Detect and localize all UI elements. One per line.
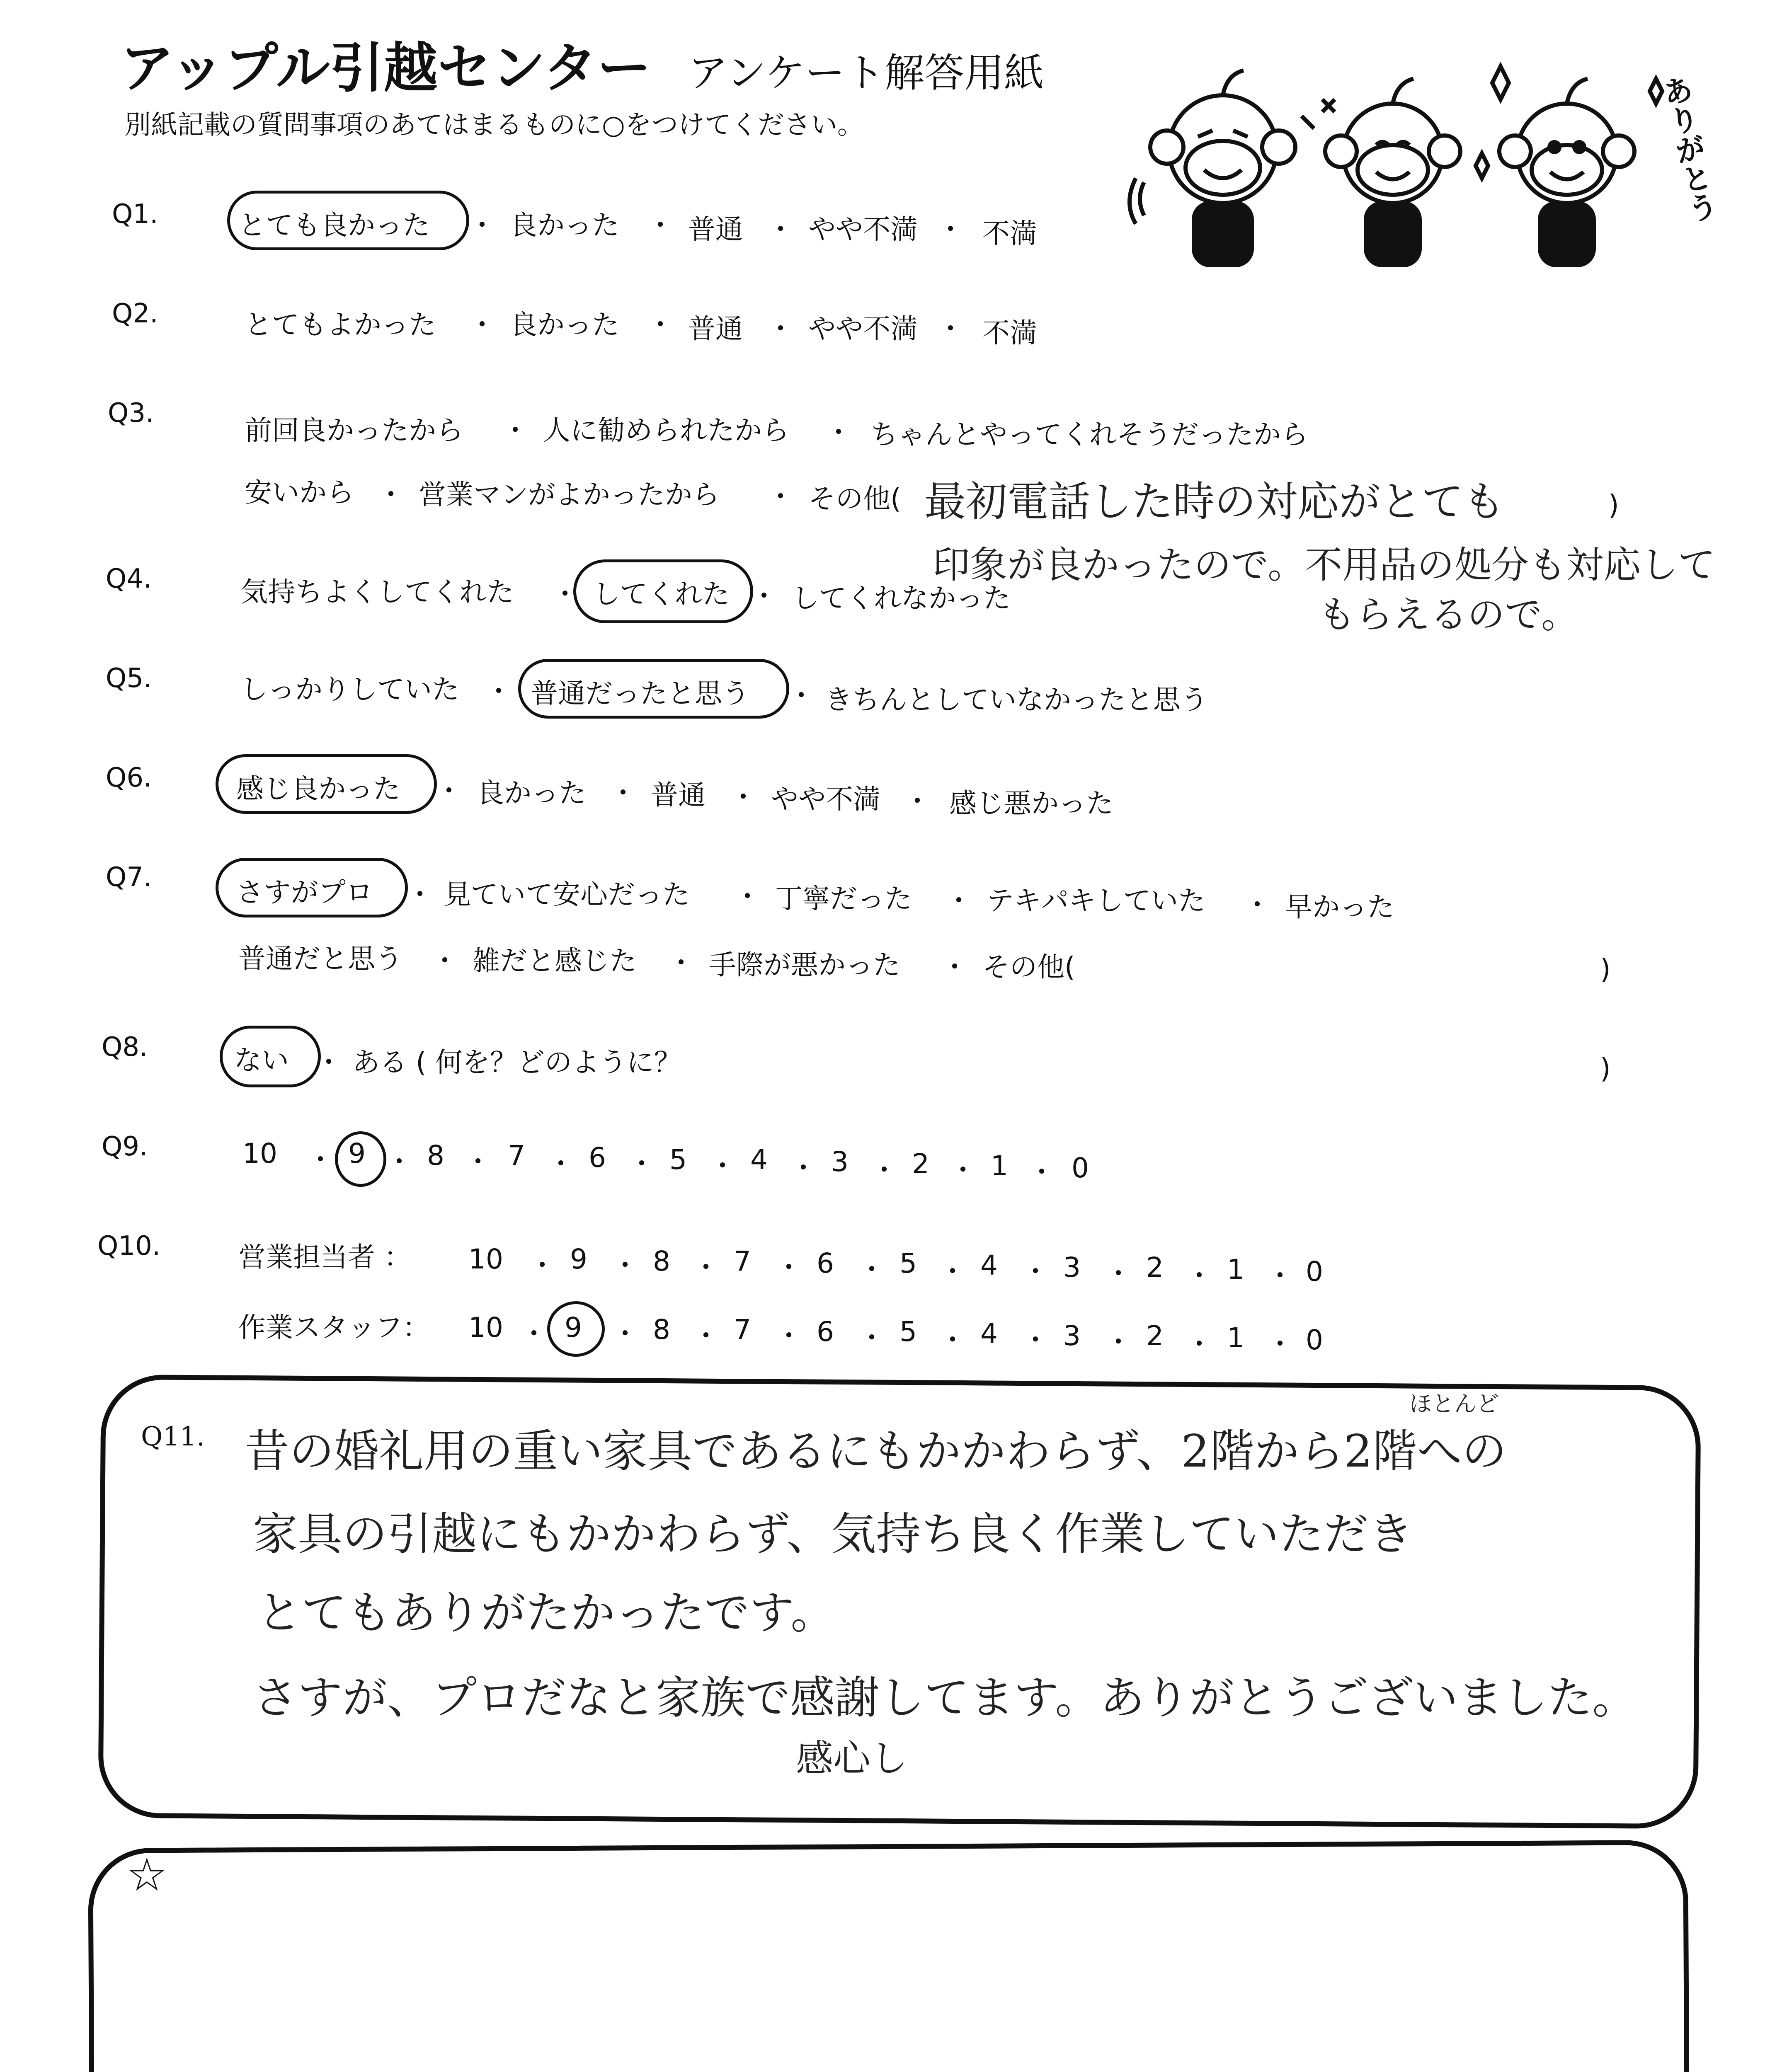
question-label: Q8. <box>102 1032 148 1063</box>
q3-option[interactable]: 前回良かったから <box>245 414 463 446</box>
q10-sales-score[interactable]: 9 <box>570 1243 587 1275</box>
q3-option[interactable]: 人に勧められたから <box>543 414 789 446</box>
separator-dot: ・ <box>945 885 972 917</box>
q10-staff-score[interactable]: 1 <box>1227 1322 1244 1354</box>
separator-dot: ・ <box>1022 1324 1049 1356</box>
separator-dot: ・ <box>937 313 964 345</box>
q10-staff-score[interactable]: 5 <box>899 1316 917 1348</box>
q5-option[interactable]: しっかりしていた <box>240 673 459 705</box>
question-label: Q10. <box>97 1231 161 1261</box>
separator-dot: ・ <box>307 1144 334 1176</box>
separator-dot: ・ <box>775 1251 803 1283</box>
separator-dot: ・ <box>529 1249 556 1281</box>
q7-option[interactable]: 普通だと思う <box>238 943 402 975</box>
close-paren: ) <box>1600 1053 1611 1084</box>
q2-option[interactable]: 普通 <box>688 313 743 345</box>
question-label: Q4. <box>106 564 152 594</box>
q7-option[interactable]: 手際が悪かった <box>709 949 900 981</box>
separator-dot: ・ <box>788 680 815 712</box>
separator-dot: ・ <box>709 1150 736 1182</box>
q10-staff-score[interactable]: 0 <box>1306 1324 1323 1356</box>
separator-dot: ・ <box>502 414 529 446</box>
question-label: Q11. <box>141 1421 205 1452</box>
q9-score[interactable]: 10 <box>242 1138 277 1169</box>
question-label: Q5. <box>106 663 152 694</box>
q10-staff-score[interactable]: 3 <box>1063 1320 1081 1352</box>
separator-dot: ・ <box>315 1046 342 1078</box>
separator-dot: ・ <box>1105 1326 1132 1358</box>
q6-option[interactable]: 感じ良かった <box>236 773 400 805</box>
separator-dot: ・ <box>767 313 794 345</box>
q9-score[interactable]: 0 <box>1072 1152 1089 1184</box>
q6-option[interactable]: 感じ悪かった <box>949 787 1113 819</box>
q2-option[interactable]: 不満 <box>982 317 1037 349</box>
q10-sales-score[interactable]: 0 <box>1306 1256 1323 1288</box>
q10-staff-score[interactable]: 4 <box>980 1318 998 1350</box>
q10-sales-score[interactable]: 10 <box>468 1243 503 1275</box>
separator-dot: ・ <box>464 1146 492 1178</box>
q4-option[interactable]: 気持ちよくしてくれた <box>240 576 514 608</box>
separator-dot: ・ <box>1105 1258 1132 1290</box>
q11-comment-line: 感心し <box>796 1737 908 1780</box>
separator-dot: ・ <box>904 785 931 817</box>
q1-option[interactable]: 良かった <box>510 209 619 241</box>
q2-option[interactable]: 良かった <box>510 309 619 341</box>
close-paren: ) <box>1600 953 1611 985</box>
question-label: Q3. <box>108 398 154 428</box>
separator-dot: ・ <box>485 675 512 707</box>
q5-option[interactable]: きちんとしていなかったと思う <box>825 684 1208 716</box>
separator-dot: ・ <box>858 1254 885 1285</box>
separator-dot: ・ <box>1186 1260 1213 1292</box>
q3-option[interactable]: ちゃんとやってくれそうだったから <box>870 419 1308 450</box>
q5-option[interactable]: 普通だったと思う <box>531 678 749 709</box>
q2-option[interactable]: とてもよかった <box>245 309 436 341</box>
q10-sales-score[interactable]: 3 <box>1063 1251 1081 1283</box>
separator-dot: ・ <box>767 481 794 513</box>
separator-dot: ・ <box>941 951 968 983</box>
separator-dot: ・ <box>647 309 674 341</box>
free-comment-box[interactable] <box>88 1840 1690 2072</box>
q10-sales-score[interactable]: 1 <box>1227 1254 1244 1285</box>
q3-other-answer: 印象が良かったので。不用品の処分も対応して <box>933 543 1716 587</box>
separator-dot: ・ <box>551 578 579 610</box>
q9-score[interactable]: 6 <box>589 1142 606 1174</box>
q3-option[interactable]: 安いから <box>245 477 354 508</box>
q6-option[interactable]: 普通 <box>651 779 706 811</box>
q10-staff-score[interactable]: 8 <box>653 1314 670 1346</box>
q10-sales-score[interactable]: 5 <box>899 1247 917 1279</box>
q9-score[interactable]: 8 <box>427 1140 444 1172</box>
star-icon: ☆ <box>126 1848 167 1901</box>
separator-dot: ・ <box>1266 1328 1294 1360</box>
separator-dot: ・ <box>611 1318 639 1350</box>
q2-option[interactable]: やや不満 <box>808 313 918 345</box>
separator-dot: ・ <box>611 1249 639 1281</box>
separator-dot: ・ <box>1244 889 1271 921</box>
mascot-illustration <box>1127 58 1708 274</box>
separator-dot: ・ <box>1266 1260 1294 1292</box>
q3-option[interactable]: 営業マンがよかったから <box>419 479 720 511</box>
q8-option[interactable]: ない <box>234 1044 289 1076</box>
form-title: アンケート解答用紙 <box>688 50 1044 96</box>
separator-dot: ・ <box>939 1324 966 1356</box>
separator-dot: ・ <box>435 775 463 807</box>
separator-dot: ・ <box>377 479 405 511</box>
q11-comment-line: とてもありがたかったです。 <box>257 1587 836 1639</box>
question-label: Q9. <box>102 1131 148 1162</box>
q6-option[interactable]: 良かった <box>477 777 586 809</box>
q7-option[interactable]: さすがプロ <box>236 876 373 908</box>
q10-sales-score[interactable]: 7 <box>734 1245 751 1277</box>
q11-comment-line: 家具の引越にもかかわらず、気持ち良く作業していただき <box>253 1508 1413 1560</box>
separator-dot: ・ <box>767 213 794 245</box>
q10-staff-score[interactable]: 7 <box>734 1314 751 1346</box>
separator-dot: ・ <box>520 1318 548 1350</box>
q3-other-answer: もらえるので。 <box>1318 593 1579 637</box>
q9-score[interactable]: 5 <box>669 1144 687 1176</box>
question-label: Q7. <box>106 862 152 893</box>
instruction-text: 別紙記載の質問事項のあてはまるものに○をつけてください。 <box>124 110 864 140</box>
question-label: Q6. <box>106 762 152 793</box>
q10-sales-score[interactable]: 2 <box>1146 1251 1164 1283</box>
separator-dot: ・ <box>1022 1256 1049 1288</box>
company-name: アップル引越センター <box>120 36 651 99</box>
q6-option[interactable]: やや不満 <box>771 783 880 815</box>
separator-dot: ・ <box>609 777 637 809</box>
q7-option-other[interactable]: その他( <box>982 951 1075 983</box>
separator-dot: ・ <box>870 1154 898 1186</box>
q1-option[interactable]: 不満 <box>982 218 1037 249</box>
q1-option[interactable]: 普通 <box>688 213 743 245</box>
q9-score[interactable]: 9 <box>348 1138 366 1169</box>
separator-dot: ・ <box>628 1148 655 1180</box>
separator-dot: ・ <box>692 1251 720 1283</box>
q7-option[interactable]: 早かった <box>1285 891 1394 923</box>
q4-option[interactable]: してくれなかった <box>792 582 1011 614</box>
q10-staff-score[interactable]: 2 <box>1146 1320 1164 1352</box>
separator-dot: ・ <box>730 781 757 813</box>
q3-option-other[interactable]: その他( <box>808 483 901 515</box>
q11-comment-line: さすが、プロだなと家族で感謝してます。ありがとうございました。 <box>253 1672 1637 1724</box>
q11-furigana: ほとんど <box>1409 1391 1499 1417</box>
q7-option[interactable]: 丁寧だった <box>775 883 912 915</box>
separator-dot: ・ <box>647 209 674 241</box>
close-paren: ) <box>1608 489 1619 521</box>
question-label: Q1. <box>112 199 158 230</box>
q1-option[interactable]: とても良かった <box>238 209 430 241</box>
q8-option[interactable]: ある ( 何を？どのように？ <box>352 1046 681 1078</box>
separator-dot: ・ <box>431 945 458 977</box>
separator-dot: ・ <box>385 1146 413 1178</box>
q4-option[interactable]: してくれた <box>593 578 730 610</box>
q10-staff-score[interactable]: 9 <box>565 1312 582 1343</box>
q9-score[interactable]: 3 <box>831 1146 849 1178</box>
separator-dot: ・ <box>949 1154 977 1186</box>
separator-dot: ・ <box>825 416 852 448</box>
q10-staff-score[interactable]: 6 <box>817 1316 834 1348</box>
q9-score[interactable]: 2 <box>912 1148 929 1180</box>
separator-dot: ・ <box>939 1256 966 1288</box>
q10-sales-score[interactable]: 8 <box>653 1245 670 1277</box>
separator-dot: ・ <box>667 947 695 979</box>
q7-option[interactable]: 雑だと感じた <box>473 945 637 977</box>
separator-dot: ・ <box>547 1148 575 1180</box>
separator-dot: ・ <box>858 1322 885 1354</box>
q10-sales-label: 営業担当者 ： <box>238 1241 411 1273</box>
q11-comment-line: 昔の婚礼用の重い家具であるにもかかわらず、2階から2階への <box>245 1426 1507 1477</box>
separator-dot: ・ <box>775 1320 803 1352</box>
q1-option[interactable]: やや不満 <box>808 213 918 245</box>
separator-dot: ・ <box>734 881 761 913</box>
separator-dot: ・ <box>468 209 496 241</box>
separator-dot: ・ <box>468 309 496 341</box>
q9-score[interactable]: 4 <box>750 1144 768 1176</box>
q10-staff-score[interactable]: 10 <box>468 1312 503 1343</box>
q10-sales-score[interactable]: 6 <box>817 1247 834 1279</box>
separator-dot: ・ <box>790 1152 817 1184</box>
q7-option[interactable]: 見ていて安心だった <box>444 879 690 910</box>
separator-dot: ・ <box>750 580 778 612</box>
separator-dot: ・ <box>1028 1156 1055 1188</box>
q10-staff-label: 作業スタッフ： <box>238 1312 430 1343</box>
question-label: Q2. <box>112 298 158 329</box>
q9-score[interactable]: 7 <box>508 1140 525 1172</box>
separator-dot: ・ <box>1186 1328 1213 1360</box>
q3-other-answer: 最初電話した時の対応がとても <box>924 477 1505 526</box>
separator-dot: ・ <box>937 213 964 245</box>
q10-sales-score[interactable]: 4 <box>980 1249 998 1281</box>
q7-option[interactable]: テキパキしていた <box>987 885 1205 917</box>
mascot-caption: ありがとう <box>1655 73 1721 226</box>
separator-dot: ・ <box>406 879 434 910</box>
q9-score[interactable]: 1 <box>991 1150 1008 1182</box>
separator-dot: ・ <box>692 1320 720 1352</box>
